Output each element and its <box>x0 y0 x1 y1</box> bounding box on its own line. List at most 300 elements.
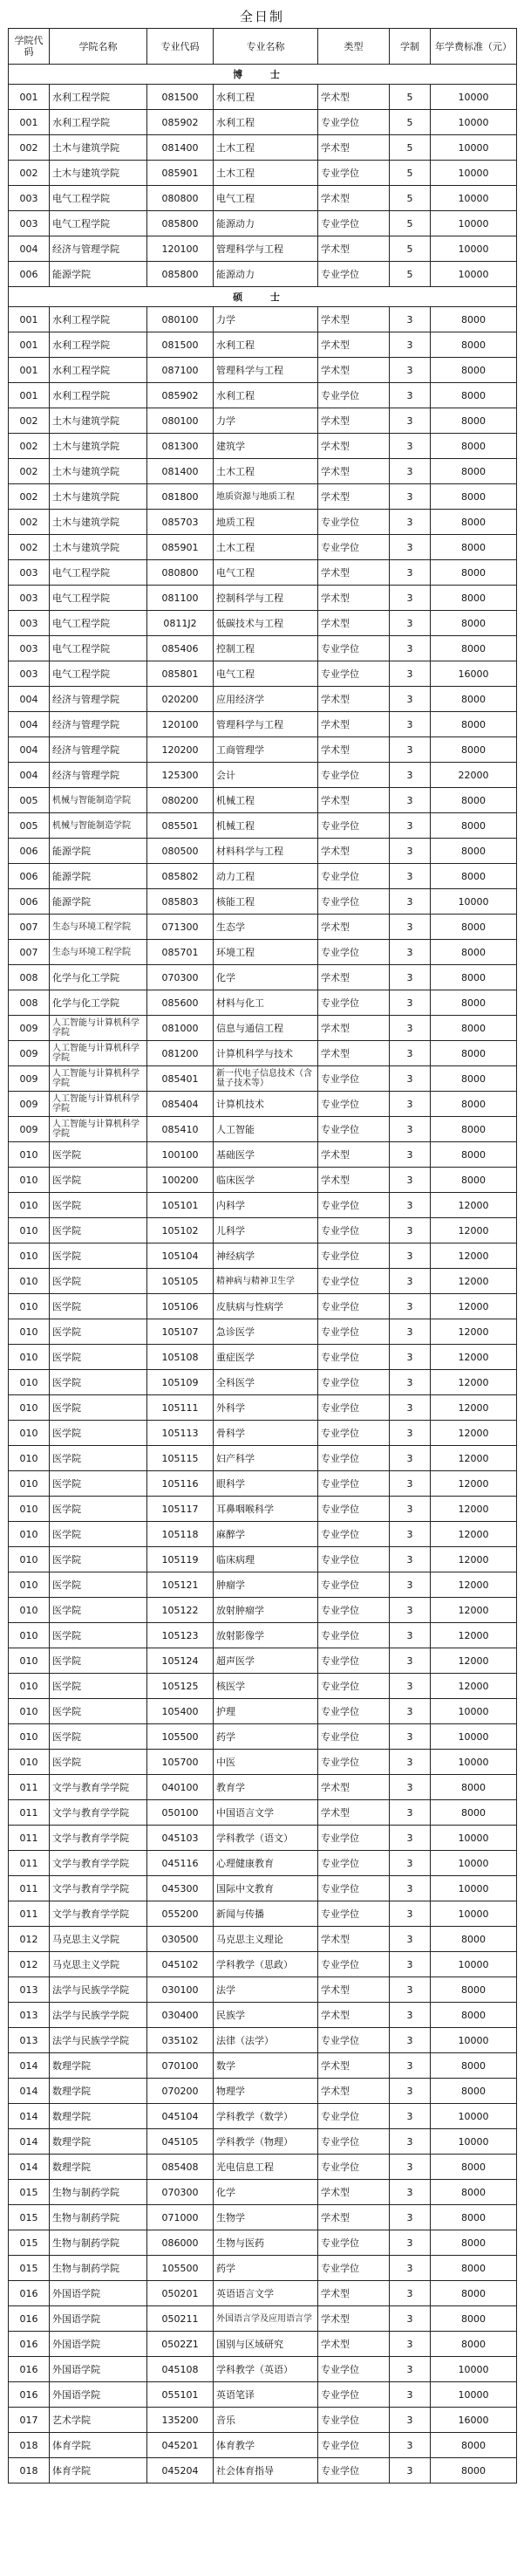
college-name-cell: 医学院 <box>50 1421 147 1446</box>
college-name-cell: 经济与管理学院 <box>50 737 147 763</box>
tuition-cell: 12000 <box>431 1471 517 1497</box>
major-code-cell: 085600 <box>147 990 214 1016</box>
duration-cell: 3 <box>390 408 431 434</box>
major-code-cell: 080800 <box>147 560 214 586</box>
tuition-cell: 10000 <box>431 2382 517 2408</box>
major-name-cell: 耳鼻咽喉科学 <box>214 1497 318 1522</box>
tuition-cell: 8000 <box>431 586 517 611</box>
table-row <box>9 763 517 788</box>
table-row <box>9 1547 517 1572</box>
major-code-cell: 085901 <box>147 161 214 186</box>
table-row <box>9 110 517 135</box>
major-code-cell: 085406 <box>147 636 214 661</box>
college-code-cell: 004 <box>9 737 50 763</box>
college-code-cell: 008 <box>9 990 50 1016</box>
college-name-cell: 医学院 <box>50 1294 147 1319</box>
major-code-cell: 085902 <box>147 110 214 135</box>
duration-cell: 3 <box>390 1117 431 1142</box>
major-name-cell: 重症医学 <box>214 1345 318 1370</box>
type-cell: 专业学位 <box>318 1421 390 1446</box>
tuition-cell: 10000 <box>431 85 517 110</box>
type-cell: 专业学位 <box>318 1269 390 1294</box>
college-code-cell: 006 <box>9 262 50 287</box>
college-name-cell: 人工智能与计算机科学学院 <box>50 1066 147 1092</box>
major-name-cell: 新一代电子信息技术（含量子技术等） <box>214 1066 318 1092</box>
type-cell: 学术型 <box>318 1168 390 1193</box>
table-row <box>9 2458 517 2484</box>
tuition-cell: 8000 <box>431 1927 517 1952</box>
table-row <box>9 236 517 262</box>
table-row <box>9 186 517 211</box>
table-row <box>9 1117 517 1142</box>
table-row <box>9 1319 517 1345</box>
college-name-cell: 生物与制药学院 <box>50 2256 147 2281</box>
type-cell: 专业学位 <box>318 1319 390 1345</box>
type-cell: 学术型 <box>318 2306 390 2332</box>
table-row <box>9 1598 517 1623</box>
major-code-cell: 105102 <box>147 1218 214 1243</box>
college-code-cell: 002 <box>9 535 50 560</box>
duration-cell: 3 <box>390 1345 431 1370</box>
major-name-cell: 肿瘤学 <box>214 1572 318 1598</box>
tuition-cell: 10000 <box>431 1876 517 1901</box>
college-code-cell: 007 <box>9 940 50 965</box>
type-cell: 学术型 <box>318 1016 390 1041</box>
tuition-cell: 8000 <box>431 940 517 965</box>
college-code-cell: 005 <box>9 788 50 813</box>
type-cell: 专业学位 <box>318 1572 390 1598</box>
major-name-cell: 建筑学 <box>214 434 318 459</box>
major-code-cell: 085401 <box>147 1066 214 1092</box>
type-cell: 专业学位 <box>318 636 390 661</box>
college-code-cell: 006 <box>9 889 50 915</box>
type-cell: 学术型 <box>318 2180 390 2205</box>
table-row <box>9 2357 517 2382</box>
duration-cell: 3 <box>390 1269 431 1294</box>
major-code-cell: 035102 <box>147 2028 214 2053</box>
major-name-cell: 计算机技术 <box>214 1092 318 1117</box>
college-name-cell: 数理学院 <box>50 2079 147 2104</box>
major-code-cell: 055200 <box>147 1901 214 1927</box>
tuition-cell: 8000 <box>431 2053 517 2079</box>
header-major-code: 专业代码 <box>147 29 214 65</box>
duration-cell: 3 <box>390 2230 431 2256</box>
tuition-cell: 10000 <box>431 2357 517 2382</box>
type-cell: 专业学位 <box>318 763 390 788</box>
tuition-cell: 8000 <box>431 2281 517 2306</box>
major-code-cell: 045103 <box>147 1826 214 1851</box>
college-name-cell: 医学院 <box>50 1395 147 1421</box>
type-cell: 学术型 <box>318 1800 390 1826</box>
major-code-cell: 105121 <box>147 1572 214 1598</box>
duration-cell: 3 <box>390 1952 431 1977</box>
college-code-cell: 003 <box>9 611 50 636</box>
table-row <box>9 813 517 839</box>
major-code-cell: 085701 <box>147 940 214 965</box>
college-code-cell: 016 <box>9 2382 50 2408</box>
type-cell: 专业学位 <box>318 2357 390 2382</box>
table-row <box>9 788 517 813</box>
major-name-cell: 学科教学（语文） <box>214 1826 318 1851</box>
college-name-cell: 水利工程学院 <box>50 358 147 383</box>
college-name-cell: 生物与制药学院 <box>50 2230 147 2256</box>
type-cell: 专业学位 <box>318 990 390 1016</box>
type-cell: 专业学位 <box>318 1952 390 1977</box>
type-cell: 学术型 <box>318 586 390 611</box>
major-name-cell: 管理科学与工程 <box>214 712 318 737</box>
major-name-cell: 放射影像学 <box>214 1623 318 1648</box>
table-row <box>9 2281 517 2306</box>
major-code-cell: 045116 <box>147 1851 214 1876</box>
college-code-cell: 004 <box>9 687 50 712</box>
duration-cell: 3 <box>390 307 431 332</box>
type-cell: 学术型 <box>318 408 390 434</box>
tuition-cell: 10000 <box>431 1901 517 1927</box>
college-name-cell: 外国语学院 <box>50 2357 147 2382</box>
college-code-cell: 010 <box>9 1370 50 1395</box>
major-name-cell: 心理健康教育 <box>214 1851 318 1876</box>
major-name-cell: 电气工程 <box>214 560 318 586</box>
college-name-cell: 人工智能与计算机科学学院 <box>50 1092 147 1117</box>
major-name-cell: 材料与化工 <box>214 990 318 1016</box>
tuition-cell: 8000 <box>431 510 517 535</box>
major-code-cell: 120100 <box>147 236 214 262</box>
table-row <box>9 383 517 408</box>
major-code-cell: 085404 <box>147 1092 214 1117</box>
college-name-cell: 外国语学院 <box>50 2306 147 2332</box>
header-tuition: 年学费标准（元） <box>431 29 517 65</box>
duration-cell: 3 <box>390 1977 431 2003</box>
table-row <box>9 2079 517 2104</box>
college-code-cell: 005 <box>9 813 50 839</box>
type-cell: 专业学位 <box>318 1471 390 1497</box>
major-code-cell: 045201 <box>147 2433 214 2458</box>
college-name-cell: 土木与建筑学院 <box>50 459 147 484</box>
major-code-cell: 081000 <box>147 1016 214 1041</box>
tuition-cell: 8000 <box>431 484 517 510</box>
college-code-cell: 010 <box>9 1421 50 1446</box>
duration-cell: 3 <box>390 1775 431 1800</box>
type-cell: 专业学位 <box>318 1395 390 1421</box>
major-name-cell: 数学 <box>214 2053 318 2079</box>
major-name-cell: 中医 <box>214 1750 318 1775</box>
tuition-cell: 12000 <box>431 1421 517 1446</box>
college-code-cell: 016 <box>9 2281 50 2306</box>
duration-cell: 3 <box>390 737 431 763</box>
major-code-cell: 081800 <box>147 484 214 510</box>
duration-cell: 3 <box>390 1522 431 1547</box>
tuition-cell: 12000 <box>431 1522 517 1547</box>
major-code-cell: 105118 <box>147 1522 214 1547</box>
tuition-cell: 8000 <box>431 737 517 763</box>
table-row <box>9 889 517 915</box>
college-name-cell: 电气工程学院 <box>50 186 147 211</box>
college-name-cell: 医学院 <box>50 1142 147 1168</box>
major-name-cell: 中国语言文学 <box>214 1800 318 1826</box>
college-code-cell: 011 <box>9 1826 50 1851</box>
tuition-cell: 16000 <box>431 2408 517 2433</box>
tuition-cell: 8000 <box>431 1800 517 1826</box>
major-code-cell: 030500 <box>147 1927 214 1952</box>
college-code-cell: 009 <box>9 1016 50 1041</box>
table-row <box>9 2155 517 2180</box>
tuition-table <box>8 28 517 2484</box>
table-row <box>9 2129 517 2155</box>
table-row <box>9 135 517 161</box>
major-name-cell: 能源动力 <box>214 211 318 236</box>
major-code-cell: 085703 <box>147 510 214 535</box>
duration-cell: 3 <box>390 1901 431 1927</box>
table-row <box>9 1901 517 1927</box>
duration-cell: 3 <box>390 535 431 560</box>
college-code-cell: 015 <box>9 2180 50 2205</box>
major-code-cell: 100100 <box>147 1142 214 1168</box>
type-cell: 学术型 <box>318 459 390 484</box>
tuition-cell: 8000 <box>431 2256 517 2281</box>
college-name-cell: 数理学院 <box>50 2129 147 2155</box>
table-row <box>9 2053 517 2079</box>
tuition-cell: 10000 <box>431 1724 517 1750</box>
college-code-cell: 010 <box>9 1623 50 1648</box>
duration-cell: 3 <box>390 1800 431 1826</box>
major-code-cell: 105500 <box>147 2256 214 2281</box>
table-row <box>9 661 517 687</box>
college-code-cell: 013 <box>9 2003 50 2028</box>
college-code-cell: 009 <box>9 1041 50 1066</box>
table-row <box>9 1699 517 1724</box>
tuition-cell: 10000 <box>431 1952 517 1977</box>
type-cell: 学术型 <box>318 737 390 763</box>
college-name-cell: 生物与制药学院 <box>50 2205 147 2230</box>
tuition-cell: 8000 <box>431 611 517 636</box>
table-row <box>9 687 517 712</box>
tuition-sheet <box>8 5 516 2484</box>
table-row <box>9 1750 517 1775</box>
college-name-cell: 人工智能与计算机科学学院 <box>50 1117 147 1142</box>
major-code-cell: 030100 <box>147 1977 214 2003</box>
major-name-cell: 社会体育指导 <box>214 2458 318 2484</box>
major-code-cell: 081500 <box>147 85 214 110</box>
major-name-cell: 材料科学与工程 <box>214 839 318 864</box>
major-name-cell: 地质资源与地质工程 <box>214 484 318 510</box>
type-cell: 专业学位 <box>318 1648 390 1674</box>
college-code-cell: 002 <box>9 408 50 434</box>
major-code-cell: 0811J2 <box>147 611 214 636</box>
major-name-cell: 儿科学 <box>214 1218 318 1243</box>
major-code-cell: 100200 <box>147 1168 214 1193</box>
header-college-code: 学院代码 <box>9 29 50 65</box>
type-cell: 专业学位 <box>318 2382 390 2408</box>
college-code-cell: 008 <box>9 965 50 990</box>
tuition-cell: 8000 <box>431 1977 517 2003</box>
major-code-cell: 105700 <box>147 1750 214 1775</box>
type-cell: 专业学位 <box>318 864 390 889</box>
duration-cell: 3 <box>390 1750 431 1775</box>
duration-cell: 3 <box>390 2256 431 2281</box>
college-code-cell: 014 <box>9 2129 50 2155</box>
college-code-cell: 009 <box>9 1066 50 1092</box>
tuition-cell: 10000 <box>431 262 517 287</box>
major-name-cell: 民族学 <box>214 2003 318 2028</box>
major-name-cell: 学科教学（思政） <box>214 1952 318 1977</box>
college-name-cell: 土木与建筑学院 <box>50 484 147 510</box>
tuition-cell: 8000 <box>431 687 517 712</box>
table-row <box>9 1168 517 1193</box>
college-name-cell: 机械与智能制造学院 <box>50 813 147 839</box>
major-code-cell: 070100 <box>147 2053 214 2079</box>
major-code-cell: 0502Z1 <box>147 2332 214 2357</box>
tuition-cell: 8000 <box>431 915 517 940</box>
tuition-cell: 8000 <box>431 1041 517 1066</box>
tuition-cell: 10000 <box>431 889 517 915</box>
college-code-cell: 012 <box>9 1927 50 1952</box>
type-cell: 学术型 <box>318 484 390 510</box>
college-name-cell: 文学与教育学学院 <box>50 1775 147 1800</box>
duration-cell: 3 <box>390 1623 431 1648</box>
major-code-cell: 085802 <box>147 864 214 889</box>
major-code-cell: 085800 <box>147 211 214 236</box>
major-name-cell: 水利工程 <box>214 383 318 408</box>
tuition-cell: 12000 <box>431 1598 517 1623</box>
tuition-cell: 8000 <box>431 560 517 586</box>
major-name-cell: 英语笔译 <box>214 2382 318 2408</box>
major-code-cell: 085501 <box>147 813 214 839</box>
table-row <box>9 2382 517 2408</box>
table-row <box>9 408 517 434</box>
type-cell: 学术型 <box>318 1142 390 1168</box>
duration-cell: 3 <box>390 2306 431 2332</box>
type-cell: 学术型 <box>318 2205 390 2230</box>
duration-cell: 3 <box>390 940 431 965</box>
type-cell: 专业学位 <box>318 510 390 535</box>
major-code-cell: 085800 <box>147 262 214 287</box>
type-cell: 学术型 <box>318 358 390 383</box>
college-name-cell: 外国语学院 <box>50 2382 147 2408</box>
major-code-cell: 120200 <box>147 737 214 763</box>
major-name-cell: 控制科学与工程 <box>214 586 318 611</box>
tuition-cell: 12000 <box>431 1623 517 1648</box>
type-cell: 专业学位 <box>318 1826 390 1851</box>
college-code-cell: 010 <box>9 1572 50 1598</box>
section-label: 博 士 <box>9 65 517 85</box>
tuition-cell: 8000 <box>431 459 517 484</box>
major-code-cell: 081200 <box>147 1041 214 1066</box>
major-name-cell: 应用经济学 <box>214 687 318 712</box>
duration-cell: 3 <box>390 990 431 1016</box>
college-code-cell: 015 <box>9 2230 50 2256</box>
college-code-cell: 010 <box>9 1319 50 1345</box>
type-cell: 学术型 <box>318 965 390 990</box>
major-code-cell: 105105 <box>147 1269 214 1294</box>
college-code-cell: 011 <box>9 1901 50 1927</box>
college-name-cell: 文学与教育学学院 <box>50 1876 147 1901</box>
major-name-cell: 化学 <box>214 2180 318 2205</box>
major-name-cell: 信息与通信工程 <box>214 1016 318 1041</box>
major-code-cell: 050201 <box>147 2281 214 2306</box>
tuition-cell: 10000 <box>431 135 517 161</box>
duration-cell: 3 <box>390 1319 431 1345</box>
major-name-cell: 水利工程 <box>214 110 318 135</box>
table-row <box>9 2306 517 2332</box>
college-name-cell: 能源学院 <box>50 864 147 889</box>
type-cell: 学术型 <box>318 712 390 737</box>
type-cell: 专业学位 <box>318 1699 390 1724</box>
major-name-cell: 计算机科学与技术 <box>214 1041 318 1066</box>
tuition-cell: 10000 <box>431 2129 517 2155</box>
college-code-cell: 002 <box>9 459 50 484</box>
college-code-cell: 010 <box>9 1218 50 1243</box>
duration-cell: 3 <box>390 763 431 788</box>
type-cell: 专业学位 <box>318 1497 390 1522</box>
college-name-cell: 医学院 <box>50 1243 147 1269</box>
major-code-cell: 105115 <box>147 1446 214 1471</box>
tuition-cell: 8000 <box>431 1066 517 1092</box>
major-name-cell: 学科教学（英语） <box>214 2357 318 2382</box>
major-name-cell: 全科医学 <box>214 1370 318 1395</box>
table-row <box>9 1446 517 1471</box>
duration-cell: 3 <box>390 1092 431 1117</box>
college-name-cell: 经济与管理学院 <box>50 236 147 262</box>
type-cell: 专业学位 <box>318 1851 390 1876</box>
duration-cell: 5 <box>390 110 431 135</box>
major-name-cell: 土木工程 <box>214 135 318 161</box>
major-code-cell: 030400 <box>147 2003 214 2028</box>
duration-cell: 3 <box>390 661 431 687</box>
type-cell: 专业学位 <box>318 2155 390 2180</box>
college-name-cell: 电气工程学院 <box>50 211 147 236</box>
type-cell: 专业学位 <box>318 889 390 915</box>
major-code-cell: 081500 <box>147 332 214 358</box>
type-cell: 专业学位 <box>318 661 390 687</box>
college-code-cell: 016 <box>9 2306 50 2332</box>
major-code-cell: 085410 <box>147 1117 214 1142</box>
duration-cell: 3 <box>390 1294 431 1319</box>
major-code-cell: 080800 <box>147 186 214 211</box>
college-code-cell: 014 <box>9 2155 50 2180</box>
duration-cell: 3 <box>390 383 431 408</box>
table-row <box>9 1421 517 1446</box>
major-name-cell: 教育学 <box>214 1775 318 1800</box>
duration-cell: 3 <box>390 459 431 484</box>
type-cell: 学术型 <box>318 236 390 262</box>
duration-cell: 3 <box>390 1547 431 1572</box>
college-code-cell: 010 <box>9 1598 50 1623</box>
college-name-cell: 文学与教育学学院 <box>50 1800 147 1826</box>
college-name-cell: 经济与管理学院 <box>50 687 147 712</box>
major-name-cell: 生物与医药 <box>214 2230 318 2256</box>
table-row <box>9 940 517 965</box>
table-row <box>9 636 517 661</box>
tuition-cell: 8000 <box>431 2306 517 2332</box>
college-name-cell: 医学院 <box>50 1724 147 1750</box>
duration-cell: 5 <box>390 135 431 161</box>
tuition-cell: 8000 <box>431 2230 517 2256</box>
major-code-cell: 085803 <box>147 889 214 915</box>
type-cell: 专业学位 <box>318 1750 390 1775</box>
major-name-cell: 英语语言文学 <box>214 2281 318 2306</box>
type-cell: 专业学位 <box>318 1674 390 1699</box>
college-name-cell: 水利工程学院 <box>50 110 147 135</box>
college-code-cell: 001 <box>9 85 50 110</box>
major-code-cell: 020200 <box>147 687 214 712</box>
major-name-cell: 化学 <box>214 965 318 990</box>
major-code-cell: 081100 <box>147 586 214 611</box>
table-row <box>9 1497 517 1522</box>
major-name-cell: 学科教学（物理） <box>214 2129 318 2155</box>
college-name-cell: 化学与化工学院 <box>50 965 147 990</box>
major-code-cell: 071000 <box>147 2205 214 2230</box>
duration-cell: 3 <box>390 484 431 510</box>
